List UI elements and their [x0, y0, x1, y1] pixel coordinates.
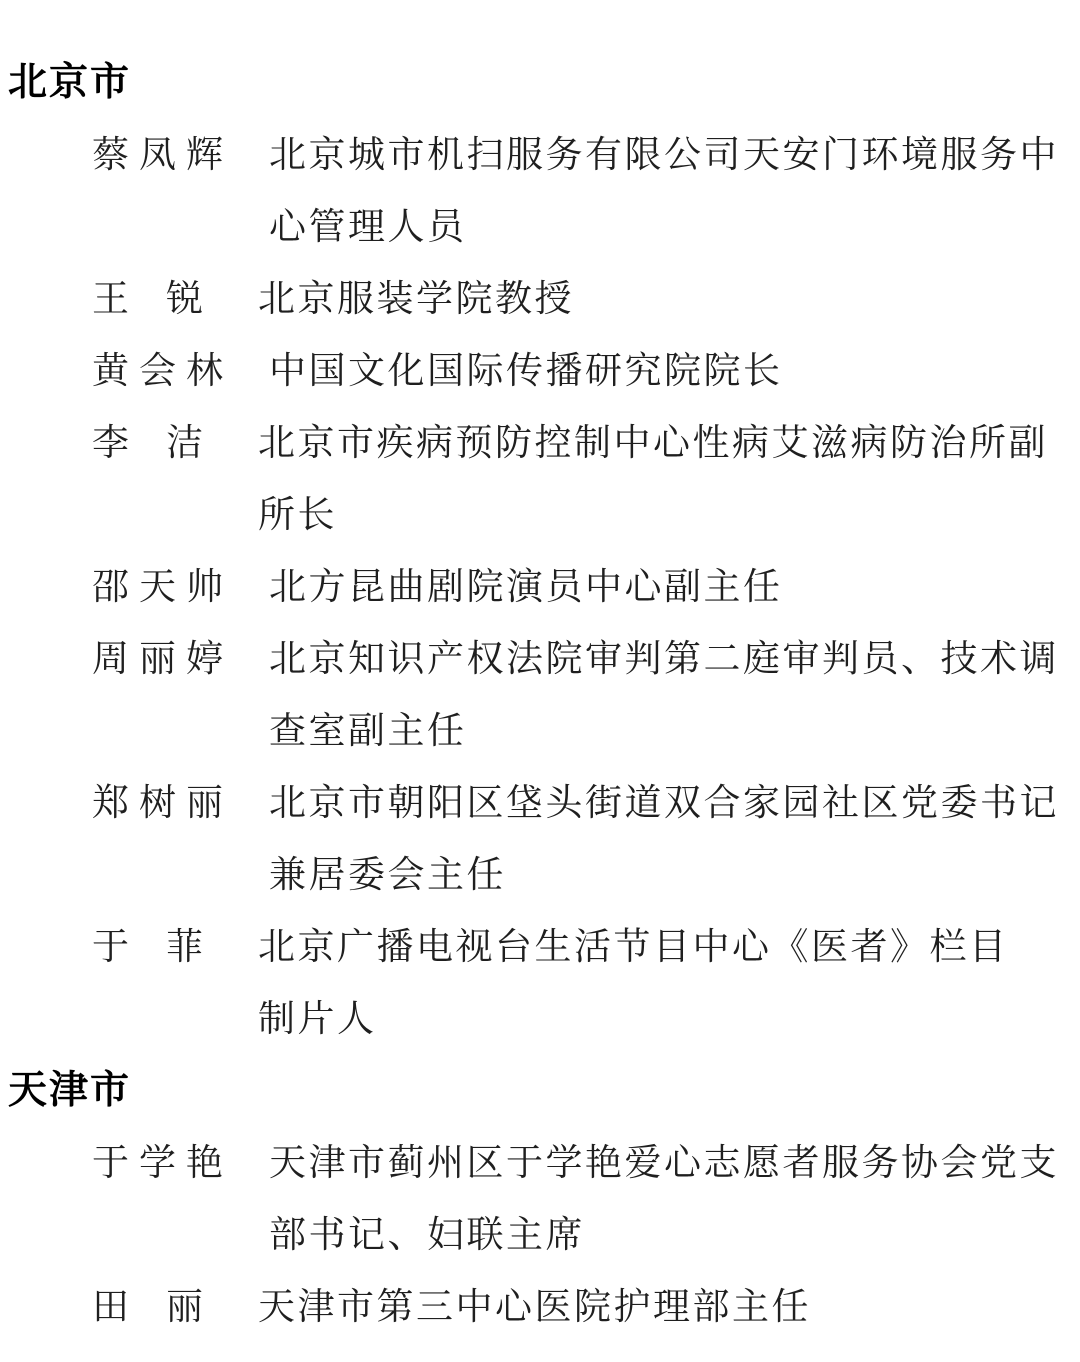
title-line: 北京服装学院教授 [258, 277, 574, 320]
person-name: 于学艳 [92, 1141, 233, 1184]
section-heading-beijing: 北京市 [8, 61, 132, 104]
person-row [0, 335, 1050, 407]
person-name: 郑树丽 [92, 781, 233, 824]
title-line: 部书记、妇联主席 [269, 1213, 585, 1256]
person-row [0, 1271, 1050, 1343]
person-title [269, 623, 1059, 767]
person-row [0, 1127, 1059, 1271]
section-heading-tianjin: 天津市 [8, 1069, 132, 1112]
title-line: 北京市疾病预防控制中心性病艾滋病防治所副 [258, 421, 1048, 464]
person-title [258, 407, 1048, 551]
person-title [269, 1127, 1059, 1271]
person-name: 黄会林 [92, 349, 233, 392]
person-row [0, 263, 1050, 335]
person-row [0, 911, 1050, 1055]
title-line: 北京市朝阳区垡头街道双合家园社区党委书记 [269, 781, 1059, 824]
title-line: 心管理人员 [269, 205, 467, 248]
person-title [269, 551, 783, 623]
title-line: 制片人 [258, 997, 377, 1040]
person-title [258, 911, 1009, 1055]
person-row [0, 767, 1059, 911]
title-line: 中国文化国际传播研究院院长 [269, 349, 783, 392]
person-title [269, 119, 1059, 263]
person-name: 于 菲 [92, 925, 203, 968]
person-name: 王 锐 [92, 277, 203, 320]
section-beijing [0, 47, 1059, 1055]
title-line: 北京知识产权法院审判第二庭审判员、技术调 [269, 637, 1059, 680]
title-line: 北京广播电视台生活节目中心《医者》栏目 [258, 925, 1009, 968]
person-name: 周丽婷 [92, 637, 233, 680]
person-row [0, 407, 1050, 551]
person-title [269, 767, 1059, 911]
person-row [0, 551, 1050, 623]
title-line: 所长 [258, 493, 337, 536]
person-row [0, 119, 1059, 263]
person-name: 蔡凤辉 [92, 133, 233, 176]
person-title [269, 335, 783, 407]
title-line: 兼居委会主任 [269, 853, 506, 896]
person-name: 邵天帅 [92, 565, 233, 608]
title-line: 天津市第三中心医院护理部主任 [258, 1285, 811, 1328]
title-line: 天津市蓟州区于学艳爱心志愿者服务协会党支 [269, 1141, 1059, 1184]
person-name: 田 丽 [92, 1285, 203, 1328]
title-line: 北京城市机扫服务有限公司天安门环境服务中 [269, 133, 1059, 176]
title-line: 北方昆曲剧院演员中心副主任 [269, 565, 783, 608]
person-name: 李 洁 [92, 421, 203, 464]
person-title [258, 1271, 811, 1343]
section-tianjin [0, 1055, 1059, 1343]
title-line: 查室副主任 [269, 709, 467, 752]
person-title [258, 263, 574, 335]
person-row [0, 623, 1059, 767]
